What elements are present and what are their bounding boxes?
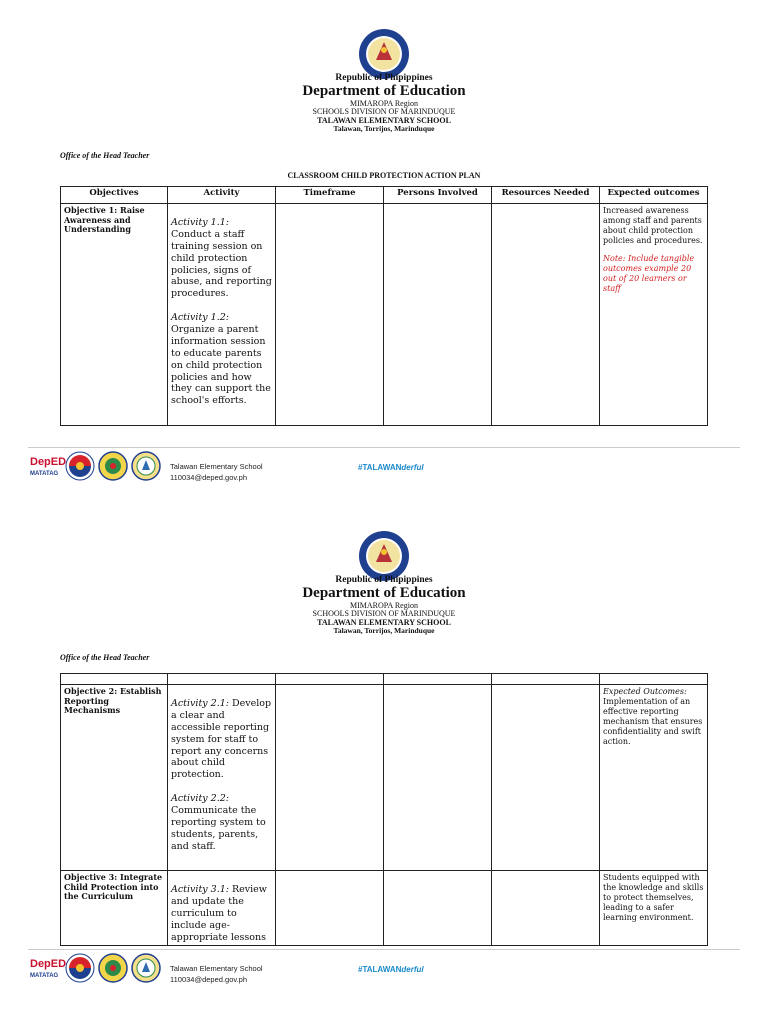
svg-text:DepED: DepED: [30, 456, 67, 468]
footer-email: 110034@deped.gov.ph: [170, 472, 247, 482]
timeframe-cell: [276, 871, 384, 946]
bagong-pilipinas-logo-icon: [65, 953, 95, 983]
bagong-pilipinas-logo-icon: [65, 451, 95, 481]
division-seal-icon: [98, 451, 128, 481]
deped-matatag-logo-icon: [30, 953, 67, 983]
footer-logos: [30, 953, 161, 983]
activity-text: Review and update the curriculum to include age-appropriate lessons: [171, 884, 267, 943]
outcome-cell: [600, 204, 708, 426]
table-blank-row: [61, 674, 708, 685]
outcome-text: Students equipped with the knowledge and skills to protect themselves, leading to a safer learning environment.: [603, 873, 704, 922]
action-plan-table: [60, 186, 708, 426]
footer-divider: [28, 949, 740, 950]
outcome-label: Expected Outcomes:: [603, 687, 687, 696]
activity-text: Organize a parent information session to educate parents on child protection policies and how they can support the school's efforts.: [171, 324, 271, 407]
region-line: MIMAROPA Region: [350, 98, 418, 108]
region-line: MIMAROPA Region: [350, 600, 418, 610]
activity-cell: [168, 871, 276, 946]
letterhead: [0, 576, 768, 635]
outcome-cell: [600, 685, 708, 871]
page-2: [0, 502, 768, 1024]
persons-cell: [384, 871, 492, 946]
deped-matatag-logo-icon: [30, 451, 67, 481]
school-line: TALAWAN ELEMENTARY SCHOOL: [317, 115, 451, 125]
objective-cell: Objective 2: Establish Reporting Mechanisms: [61, 685, 168, 871]
outcome-cell: [600, 871, 708, 946]
timeframe-cell: [276, 204, 384, 426]
table-header-row: [61, 187, 708, 204]
resources-cell: [492, 204, 600, 426]
division-line: SCHOOLS DIVISION OF MARINDUQUE: [312, 107, 456, 117]
activity-label: Activity 1.2:: [171, 312, 229, 324]
footer-hashtag: #TALAWANderful: [358, 965, 424, 974]
division-line: SCHOOLS DIVISION OF MARINDUQUE: [312, 609, 456, 619]
school-seal-icon: [131, 451, 161, 481]
footer-logos: [30, 451, 161, 481]
footer-hashtag: #TALAWANderful: [358, 463, 424, 472]
table-row: [61, 204, 708, 426]
svg-text:MATATAG: MATATAG: [30, 973, 59, 979]
activity-label: Activity 2.1:: [171, 698, 229, 709]
plan-title: CLASSROOM CHILD PROTECTION ACTION PLAN: [287, 171, 481, 180]
letterhead: [0, 74, 768, 133]
activity-cell: [168, 204, 276, 426]
office-label: Office of the Head Teacher: [60, 653, 150, 662]
activity-text: Communicate the reporting system to students, parents, and staff.: [171, 805, 266, 852]
timeframe-cell: [276, 685, 384, 871]
table-row: [61, 685, 708, 871]
col-header: Activity: [168, 187, 276, 204]
action-plan-table-continued: [60, 673, 708, 946]
activity-text: Develop a clear and accessible reporting system for staff to report any concerns about child protection.: [171, 698, 272, 781]
footer-email: 110034@deped.gov.ph: [170, 974, 247, 984]
division-seal-icon: [98, 953, 128, 983]
office-label: Office of the Head Teacher: [60, 151, 150, 160]
location-line: Talawan, Torrijos, Marinduque: [333, 625, 435, 635]
school-seal-icon: [131, 953, 161, 983]
department-name: Department of Education: [302, 82, 466, 99]
svg-text:DepED: DepED: [30, 958, 67, 970]
republic-line: Republic of Phipippines: [335, 73, 433, 83]
persons-cell: [384, 685, 492, 871]
republic-line: Republic of Phipippines: [335, 575, 433, 585]
footer-divider: [28, 447, 740, 448]
department-name: Department of Education: [302, 584, 466, 601]
footer-school-name: Talawan Elementary School: [170, 462, 263, 471]
activity-cell: [168, 685, 276, 871]
location-line: Talawan, Torrijos, Marinduque: [333, 123, 435, 133]
col-header: Resources Needed: [492, 187, 600, 204]
activity-label: Activity 1.1:: [171, 217, 229, 228]
resources-cell: [492, 871, 600, 946]
activity-text: Conduct a staff training session on child protection policies, signs of abuse, and reporting procedures.: [171, 228, 272, 300]
col-header: Timeframe: [276, 187, 384, 204]
col-header: Objectives: [61, 187, 168, 204]
footer-contact: [170, 462, 263, 483]
footer-school-name: Talawan Elementary School: [170, 964, 263, 973]
col-header: Persons Involved: [384, 187, 492, 204]
col-header: Expected outcomes: [600, 187, 708, 204]
objective-cell: Objective 3: Integrate Child Protection into the Curriculum: [61, 871, 168, 946]
svg-text:MATATAG: MATATAG: [30, 471, 59, 477]
activity-label: Activity 2.2:: [171, 793, 229, 805]
resources-cell: [492, 685, 600, 871]
page-1: [0, 0, 768, 500]
outcome-note: Note: Include tangible outcomes example 20 out of 20 learners or staff: [603, 254, 695, 293]
table-row: [61, 871, 708, 946]
footer-contact: [170, 964, 263, 985]
school-line: TALAWAN ELEMENTARY SCHOOL: [317, 617, 451, 627]
activity-label: Activity 3.1:: [171, 884, 229, 895]
objective-cell: Objective 1: Raise Awareness and Understanding: [61, 204, 168, 426]
outcome-text: Implementation of an effective reporting mechanism that ensures confidentiality and swift action.: [603, 697, 703, 746]
outcome-text: Increased awareness among staff and parents about child protection policies and procedures.: [603, 206, 703, 245]
persons-cell: [384, 204, 492, 426]
